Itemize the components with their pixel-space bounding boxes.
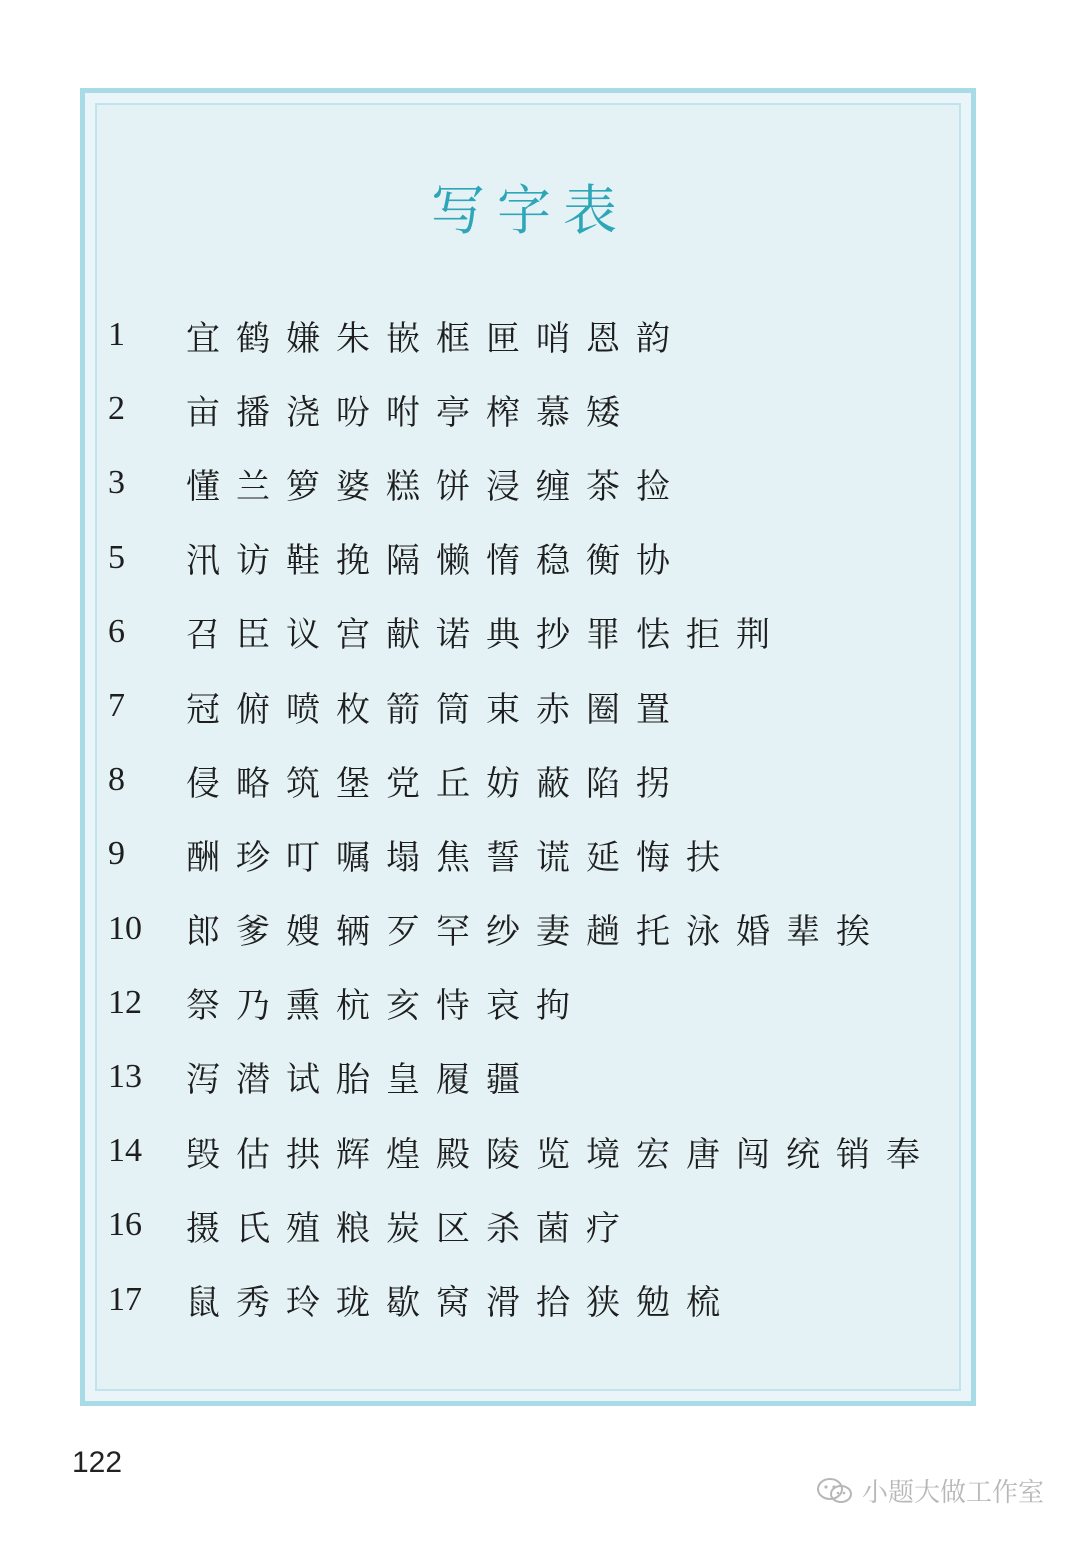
character-list: 酬珍叮嘱塌焦誓谎延悔扶 [186, 837, 736, 878]
character-list: 祭乃熏杭亥恃哀拘 [186, 986, 586, 1027]
lesson-number: 16 [108, 1206, 142, 1244]
character-list: 召臣议宫献诺典抄罪怯拒荆 [186, 615, 786, 656]
character-list: 毁估拱辉煌殿陵览境宏唐闯统销奉 [186, 1134, 936, 1175]
table-row [108, 521, 968, 595]
lesson-number: 3 [108, 464, 125, 502]
table-row [108, 446, 968, 520]
character-list: 亩播浇吩咐亭榨慕矮 [186, 392, 636, 433]
lesson-number: 6 [108, 612, 125, 650]
table-row [108, 1262, 968, 1336]
table-row [108, 669, 968, 743]
character-list: 汛访鞋挽隔懒惰稳衡协 [186, 541, 686, 582]
lesson-number: 1 [108, 316, 125, 354]
page-number: 122 [72, 1446, 123, 1479]
table-row [108, 298, 968, 372]
lesson-number: 17 [108, 1280, 142, 1318]
character-list: 懂兰箩婆糕饼浸缠茶捡 [186, 466, 686, 507]
character-table [108, 298, 968, 1337]
character-list: 侵略筑堡党丘妨蔽陷拐 [186, 763, 686, 804]
lesson-number: 7 [108, 687, 125, 725]
lesson-number: 8 [108, 761, 125, 799]
character-list: 摄氏殖粮炭区杀菌疗 [186, 1208, 636, 1249]
lesson-number: 14 [108, 1132, 142, 1170]
wechat-icon [816, 1477, 854, 1505]
table-row [108, 817, 968, 891]
lesson-number: 10 [108, 909, 142, 947]
character-list: 冠俯喷枚箭筒束赤圈置 [186, 689, 686, 730]
table-row [108, 892, 968, 966]
character-list: 鼠秀玲珑歇窝滑拾狭勉梳 [186, 1283, 736, 1324]
watermark-text: 小题大做工作室 [861, 1478, 1044, 1508]
character-list: 宜鹤嫌朱嵌框匣哨恩韵 [186, 318, 686, 359]
table-row [108, 1188, 968, 1262]
page-title: 写字表 [431, 179, 629, 242]
table-row [108, 1114, 968, 1188]
lesson-number: 12 [108, 983, 142, 1021]
table-row [108, 595, 968, 669]
watermark [816, 1472, 1044, 1509]
table-row [108, 1040, 968, 1114]
character-list: 郎爹嫂辆歹罕纱妻趟托泳婚辈挨 [186, 912, 886, 953]
table-row [108, 372, 968, 446]
table-row [108, 966, 968, 1040]
table-row [108, 743, 968, 817]
lesson-number: 9 [108, 835, 125, 873]
character-list: 泻潜试胎皇履疆 [186, 1060, 536, 1101]
lesson-number: 2 [108, 390, 125, 428]
lesson-number: 13 [108, 1057, 142, 1095]
lesson-number: 5 [108, 538, 125, 576]
